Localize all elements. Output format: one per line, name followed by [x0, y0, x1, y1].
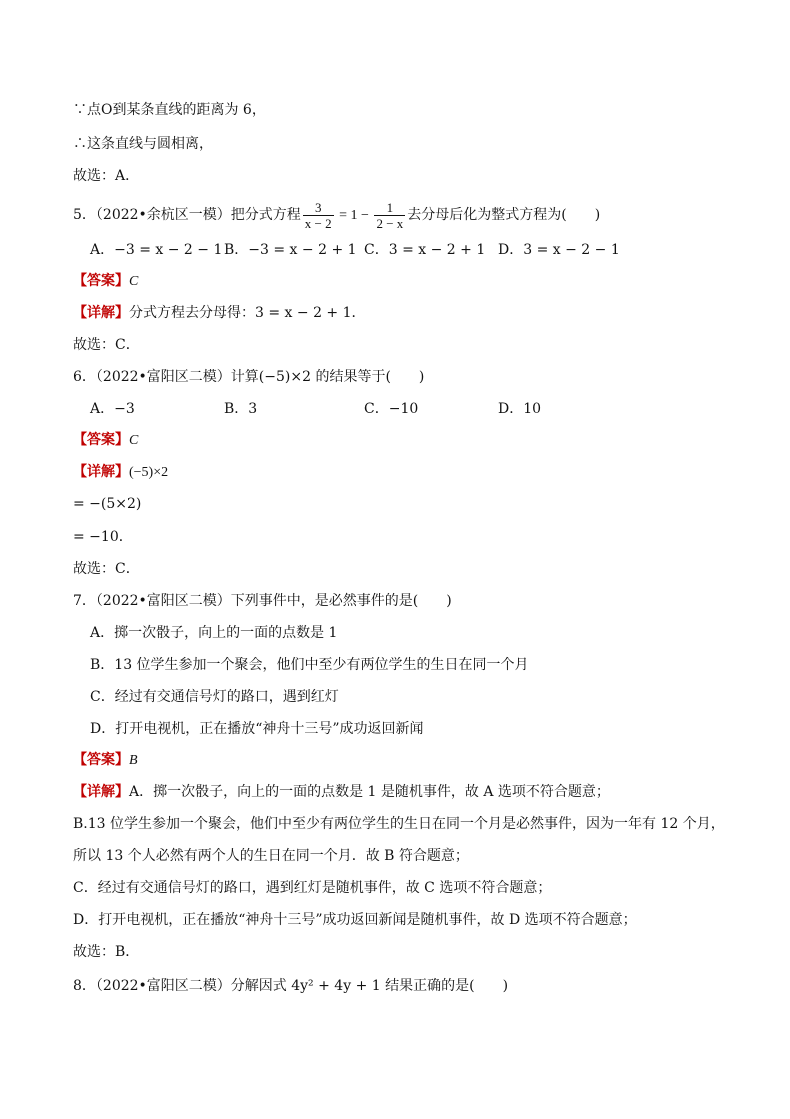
- detail-tag: 【详解】: [73, 784, 129, 800]
- answer-value: B: [129, 753, 138, 768]
- answer-tag: 【答案】: [73, 432, 129, 448]
- question-6-detail: [73, 462, 168, 483]
- fraction-3-over-x-minus-2: [303, 200, 334, 231]
- fraction-numerator: 1: [374, 200, 405, 216]
- detail-text: 分式方程去分母得：3 = x − 2 + 1．: [129, 305, 366, 321]
- fraction-denominator: x − 2: [304, 215, 332, 231]
- question-7-detail-c: C．经过有交通信号灯的路口，遇到红灯是随机事件，故 C 选项不符合题意；: [73, 880, 552, 896]
- detail-tag: 【详解】: [73, 464, 129, 480]
- question-7-option-c: C．经过有交通信号灯的路口，遇到红灯: [90, 689, 339, 705]
- question-7-detail-a: [73, 782, 610, 802]
- question-7-select: 故选：B．: [73, 944, 140, 960]
- question-6-step-1: = −(5×2): [73, 496, 142, 512]
- question-5-answer: [73, 271, 138, 292]
- question-6-option-c: C．−10: [364, 401, 419, 417]
- question-5-select: 故选：C．: [73, 337, 140, 353]
- question-7-detail-d: D．打开电视机，正在播放“神舟十三号”成功返回新闻是随机事件，故 D 选项不符合题意；: [73, 912, 637, 928]
- answer-tag: 【答案】: [73, 273, 129, 289]
- question-7-option-a: A．掷一次骰子，向上的一面的点数是 1: [90, 625, 338, 641]
- question-5-detail: [73, 303, 366, 323]
- question-5-option-a: A．−3 = x − 2 − 1: [90, 242, 223, 258]
- question-6-option-d: D．10: [498, 401, 542, 417]
- answer-value: C: [129, 433, 139, 448]
- question-6-step-2: = −10．: [73, 529, 133, 545]
- question-5-stem: [73, 198, 600, 233]
- question-6-select: 故选：C．: [73, 561, 140, 577]
- question-5-stem-end: 去分母后化为整式方程为( ): [407, 207, 601, 223]
- answer-value: C: [129, 274, 139, 289]
- solution-select-line: 故选：A．: [73, 168, 140, 184]
- solution-line-2: ∴这条直线与圆相离，: [73, 136, 213, 152]
- question-7-stem: 7．（2022•富阳区二模）下列事件中，是必然事件的是( ): [73, 593, 452, 609]
- detail-text: A．掷一次骰子，向上的一面的点数是 1 是随机事件，故 A 选项不符合题意；: [129, 784, 610, 800]
- question-6-answer: [73, 430, 138, 451]
- question-7-answer: [73, 750, 138, 771]
- fraction-denominator: 2 − x: [376, 215, 404, 231]
- question-7-detail-b-2: 所以 13 个人必然有两个人的生日在同一个月．故 B 符合题意；: [73, 848, 469, 864]
- solution-line-1: ∵点O到某条直线的距离为 6，: [73, 102, 266, 118]
- question-5-option-d: D．3 = x − 2 − 1: [498, 242, 620, 258]
- detail-text: (−5)×2: [129, 465, 169, 480]
- question-6-option-a: A．−3: [90, 401, 135, 417]
- question-6-stem: 6．（2022•富阳区二模）计算(−5)×2 的结果等于( ): [73, 369, 425, 385]
- question-5-stem-start: 5．（2022•余杭区一模）把分式方程: [73, 207, 301, 223]
- question-6-option-b: B．3: [224, 401, 258, 417]
- question-5-option-b: B．−3 = x − 2 + 1: [224, 242, 357, 258]
- question-7-option-d: D．打开电视机，正在播放“神舟十三号”成功返回新闻: [90, 721, 424, 737]
- fraction-1-over-2-minus-x: [374, 200, 405, 231]
- detail-tag: 【详解】: [73, 305, 129, 321]
- equation-middle: = 1 −: [335, 208, 373, 223]
- question-7-option-b: B．13 位学生参加一个聚会，他们中至少有两位学生的生日在同一个月: [90, 657, 529, 673]
- question-7-detail-b-1: B.13 位学生参加一个聚会，他们中至少有两位学生的生日在同一个月是必然事件，因为一年有 12 个月，: [73, 816, 725, 832]
- answer-tag: 【答案】: [73, 752, 129, 768]
- question-8-stem: 8．（2022•富阳区二模）分解因式 4y² + 4y + 1 结果正确的是( ): [73, 978, 509, 994]
- question-5-option-c: C．3 = x − 2 + 1: [364, 242, 486, 258]
- fraction-numerator: 3: [303, 200, 334, 216]
